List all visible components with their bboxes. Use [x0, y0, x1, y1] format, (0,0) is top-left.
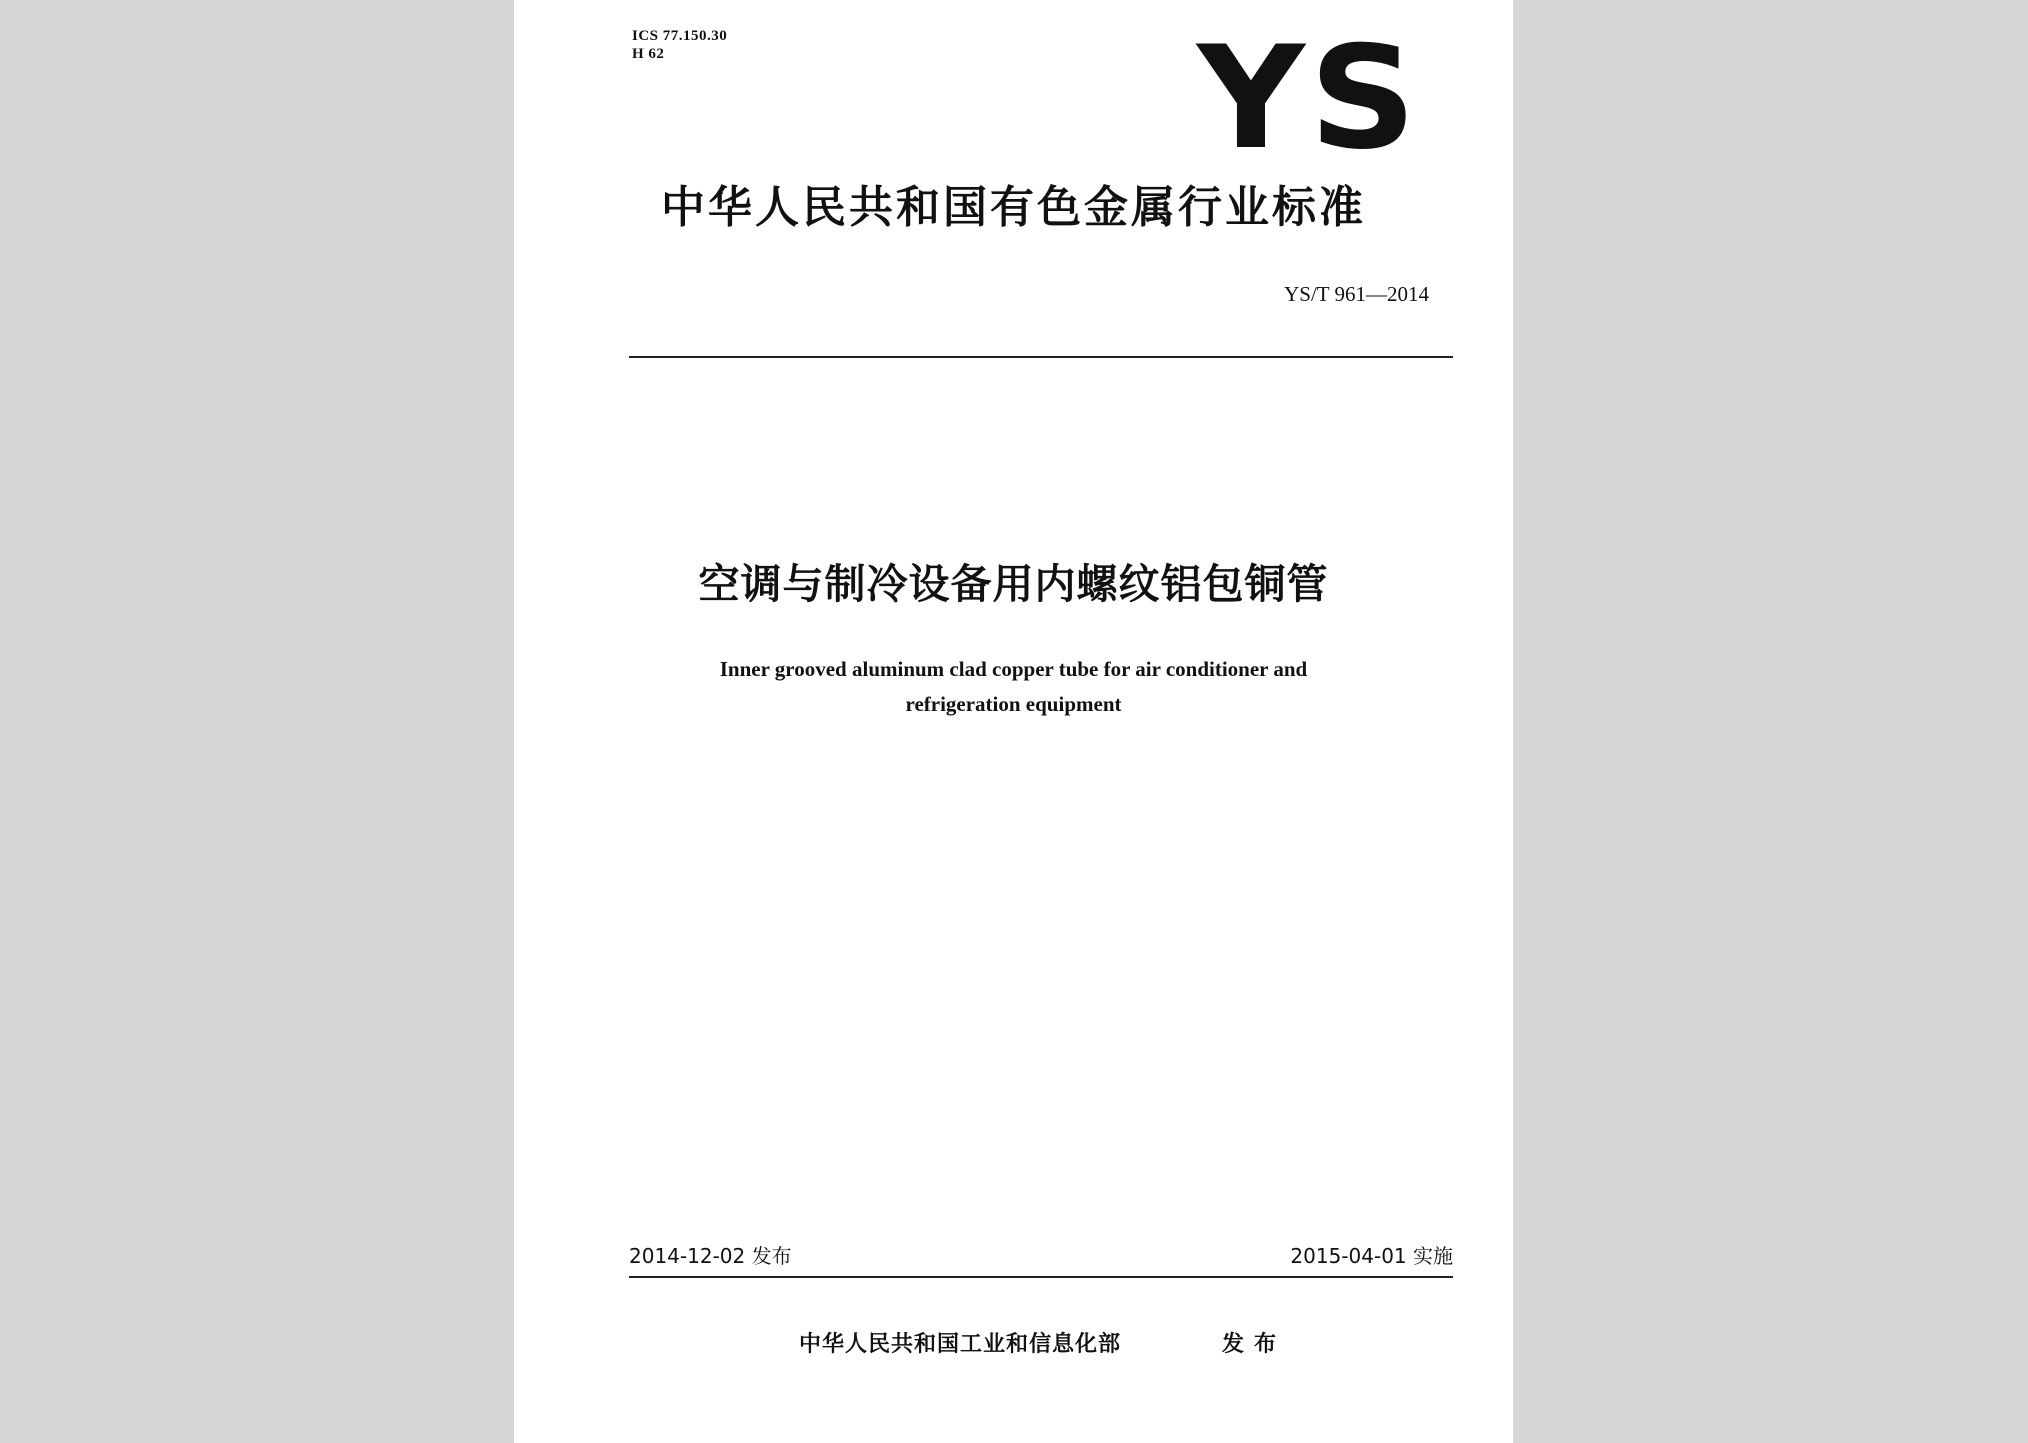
ics-code: ICS 77.150.30 [632, 28, 728, 44]
issuing-authority: 中华人民共和国工业和信息化部 [799, 1332, 1122, 1357]
ys-logo: YS [1197, 16, 1421, 181]
header-divider [629, 356, 1453, 358]
implementation-date: 2015-04-01 实施 [1290, 1244, 1453, 1268]
document-title-chinese: 空调与制冷设备用内螺纹铝包铜管 [698, 560, 1329, 608]
issue-date: 2014-12-02 发布 [629, 1244, 792, 1268]
standard-category-title: 中华人民共和国有色金属行业标准 [661, 182, 1366, 233]
english-title-line-2: refrigeration equipment [905, 692, 1122, 716]
classification-code: H 62 [632, 46, 665, 62]
document-page [514, 0, 1513, 1443]
document-title-english [514, 652, 1513, 722]
english-title-line-1: Inner grooved aluminum clad copper tube for air conditioner and [719, 657, 1308, 681]
issuer-action: 发布 [1222, 1332, 1287, 1357]
standard-number: YS/T 961—2014 [1284, 282, 1429, 306]
footer-divider [629, 1276, 1453, 1278]
